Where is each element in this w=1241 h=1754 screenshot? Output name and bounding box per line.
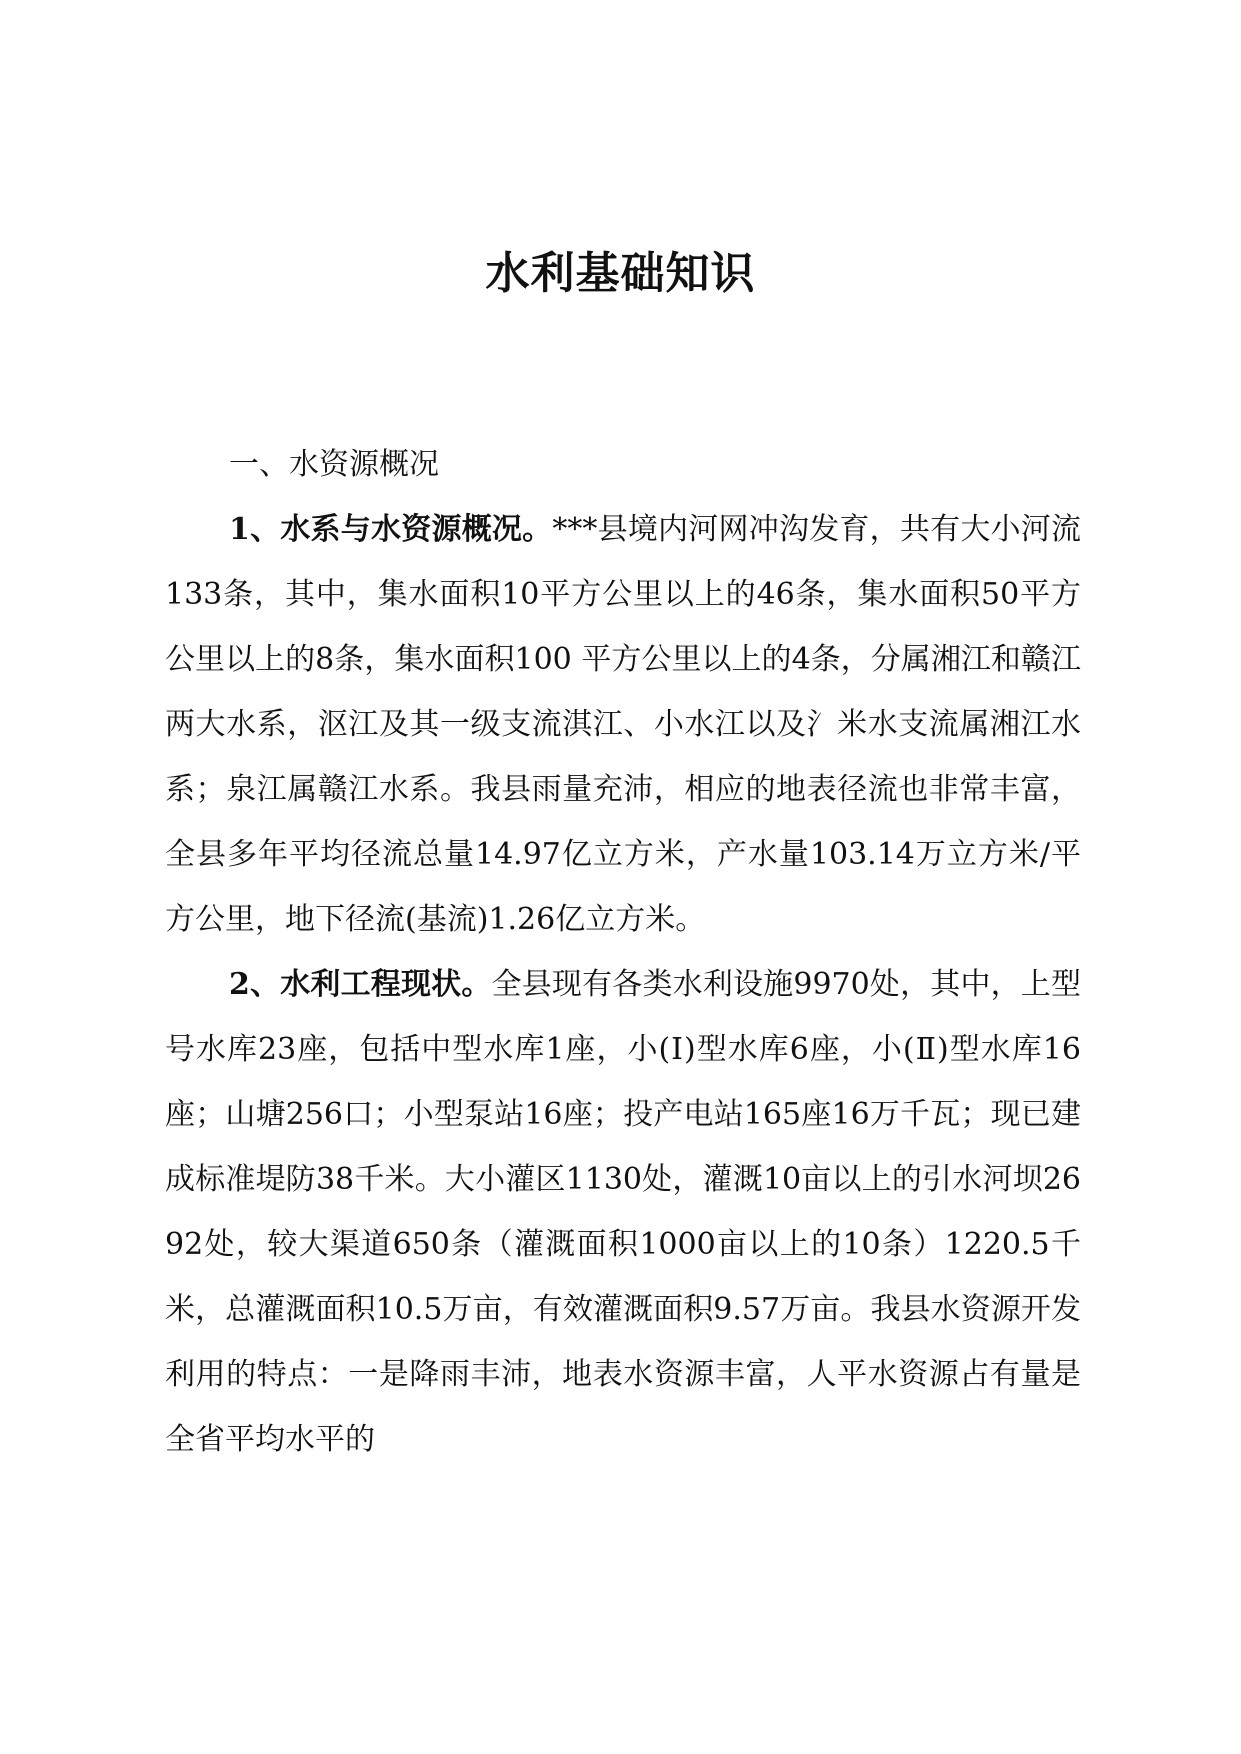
paragraph-engineering-status [165,952,1081,1472]
document-body [165,432,1081,1472]
paragraph-lead: 2、水利工程现状。 [229,967,492,1002]
paragraph-lead: 1、水系与水资源概况。 [229,512,553,547]
paragraph-water-system [165,497,1081,952]
paragraph-text: 全县现有各类水利设施9970处，其中，上型号水库23座，包括中型水库1座，小(Ⅰ)型水库6座，小(Ⅱ)型水库16座；山塘256口；小型泵站16座；投产电站165座16万千瓦；现已建成标准堤防38千米。大小灌区1130处，灌溉10亩以上的引水河坝2692处，较大渠道650条（灌溉面积1000亩以上的10条）1220.5千米，总灌溉面积10.5万亩，有效灌溉面积9.57万亩。我县水资源开发利用的特点：一是降雨丰沛，地表水资源丰富，人平水资源占有量是全省平均水平的 [165,967,1081,1457]
paragraph-text: ***县境内河网冲沟发育，共有大小河流133条，其中，集水面积10平方公里以上的46条，集水面积50平方公里以上的8条，集水面积100 平方公里以上的4条，分属湘江和赣江两大水系，沤江及其一级支流淇江、小水江以及氵米水支流属湘江水系；泉江属赣江水系。我县雨量充沛，相应的地表径流也非常丰富，全县多年平均径流总量14.97亿立方米，产水量103.14万立方米/平方公里，地下径流(基流)1.26亿立方米。 [165,512,1082,937]
section-heading: 一、水资源概况 [229,447,439,482]
document-title: 水利基础知识 [485,248,756,299]
